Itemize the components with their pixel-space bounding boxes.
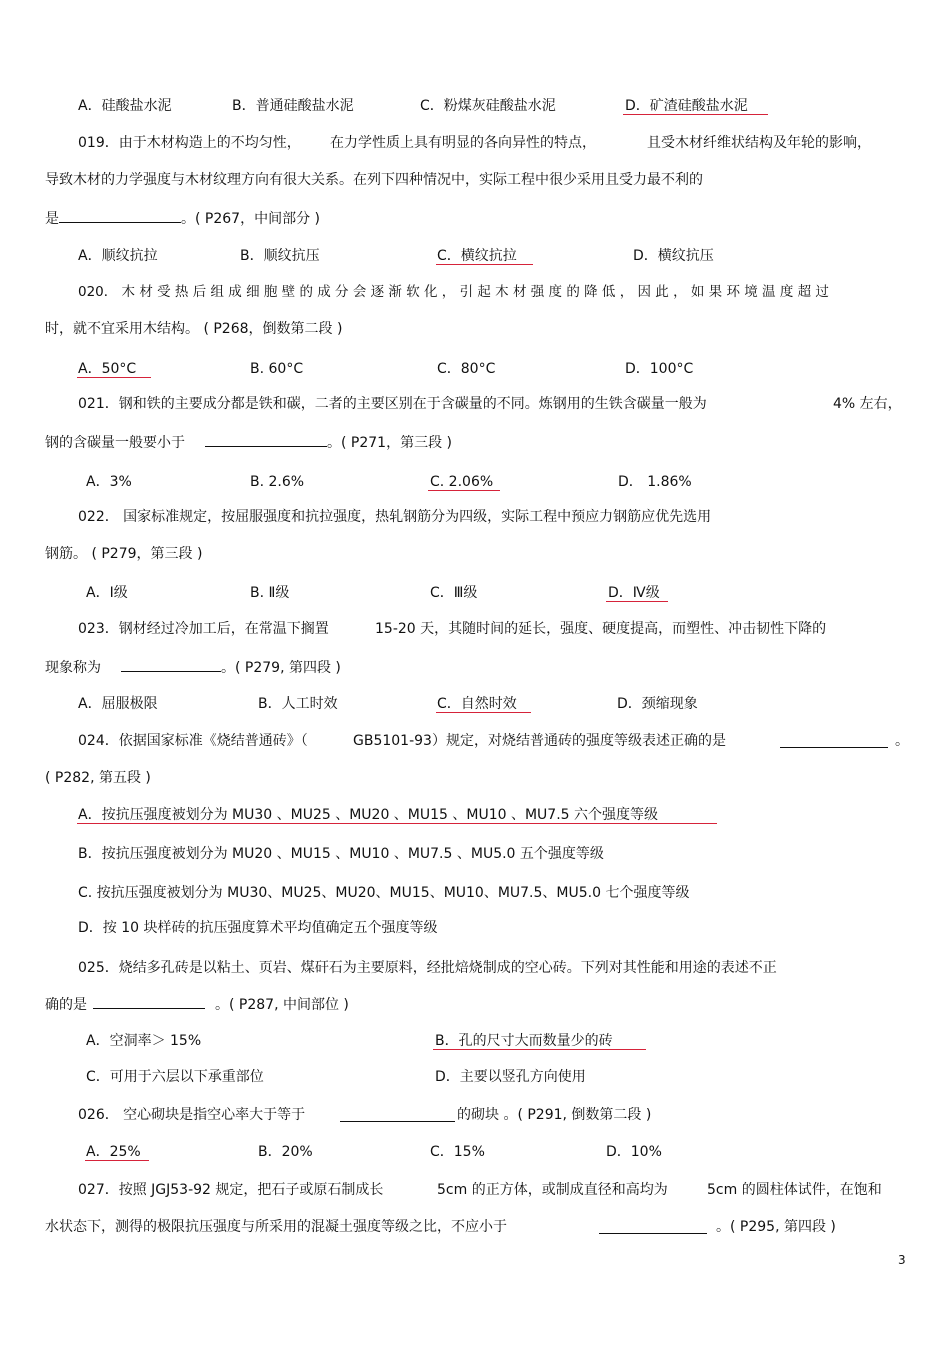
q026-option-c: C．15% [430,1144,485,1160]
q024-text-part1: 024．依据国家标准《烧结普通砖》（ [78,733,308,749]
answer-underline [436,264,533,265]
q025-option-d: D．主要以竖孔方向使用 [435,1069,586,1085]
q025-text-line2 [45,994,349,1014]
q024-option-c: C. 按抗压强度被划分为 MU30、MU25、MU20、MU15、MU10、MU7.5、MU5.0 七个强度等级 [78,885,690,901]
answer-underline [428,490,500,491]
q025-reference: 。( P287, 中间部位 ) [215,997,349,1013]
page-number: 3 [898,1253,906,1267]
q026-option-a: A．25% [86,1144,141,1160]
q023-text-part2: 15-20 天，其随时间的延长，强度、硬度提高，而塑性、冲击韧性下降的 [375,621,827,637]
q027-text-line2: 水状态下，测得的极限抗压强度与所采用的混凝土强度等级之比，不应小于 [45,1219,507,1235]
answer-blank[interactable] [205,432,327,447]
q025-option-a: A．空洞率＞ 15% [86,1033,202,1049]
answer-underline [77,377,151,378]
answer-underline [606,601,668,602]
q024-option-a: A．按抗压强度被划分为 MU30 、MU25 、MU20 、MU15 、MU10 、MU7.5 六个强度等级 [78,807,659,823]
q027-text-part2: 5cm 的正方体，或制成直径和高均为 [437,1182,668,1198]
q025-option-c: C．可用于六层以下承重部位 [86,1069,264,1085]
q019-option-d: D．横纹抗压 [633,248,714,264]
q026-option-d: D．10% [606,1144,662,1160]
answer-underline [433,1049,646,1050]
q024-option-b: B．按抗压强度被划分为 MU20 、MU15 、MU10 、MU7.5 、MU5.0 五个强度等级 [78,846,604,862]
q024-reference: ( P282, 第五段 ) [45,770,151,786]
q021-prefix: 钢的含碳量一般要小于 [45,435,185,451]
q021-option-c: C. 2.06% [430,474,494,490]
q023-reference: 。( P279, 第四段 ) [221,660,341,676]
answer-blank[interactable] [599,1219,707,1234]
q019-option-b: B．顺纹抗压 [240,248,320,264]
q023-option-c: C．自然时效 [437,696,517,712]
q023-option-b: B．人工时效 [258,696,338,712]
q020-option-b: B. 60°C [250,361,304,377]
q023-prefix: 现象称为 [45,660,101,676]
q022-option-a: A．Ⅰ级 [86,585,128,601]
q027-reference: 。( P295, 第四段 ) [716,1219,836,1235]
q027-text-part1: 027．按照 JGJ53-92 规定，把石子或原石制成长 [78,1182,384,1198]
q019-text-part3: 且受木材纤维状结构及年轮的影响， [647,135,871,151]
q019-text-line2: 导致木材的力学强度与木材纹理方向有很大关系。在列下四种情况中，实际工程中很少采用且受力最不利的 [45,172,703,188]
q024-text-part2: GB5101-93）规定，对烧结普通砖的强度等级表述正确的是 [353,733,726,749]
q020-option-d: D．100°C [625,361,694,377]
q022-option-c: C．Ⅲ级 [430,585,478,601]
q026-text-part2: 的砌块 。( P291, 倒数第二段 ) [457,1107,652,1123]
q021-text-line2 [45,432,452,452]
answer-underline [85,1160,149,1161]
q018-option-a: A．硅酸盐水泥 [78,98,172,114]
q021-text-part1: 021．钢和铁的主要成分都是铁和碳，二者的主要区别在于含碳量的不同。炼钢用的生铁含碳量一般为 [78,396,707,412]
q021-option-d: D． 1.86% [618,474,692,490]
answer-underline [77,823,717,824]
q022-text-line2: 钢筋。 ( P279，第三段 ) [45,546,203,562]
answer-blank[interactable] [121,657,221,672]
q018-option-c: C．粉煤灰硅酸盐水泥 [420,98,556,114]
q021-option-a: A．3% [86,474,132,490]
q023-option-d: D．颈缩现象 [617,696,698,712]
q022-option-d: D．Ⅳ级 [608,585,660,601]
q020-option-c: C．80°C [437,361,496,377]
q020-text-line2: 时，就不宜采用木结构。 ( P268，倒数第二段 ) [45,321,343,337]
q025-prefix: 确的是 [45,997,87,1013]
q021-option-b: B. 2.6% [250,474,305,490]
q025-text-line1: 025．烧结多孔砖是以粘土、页岩、煤矸石为主要原料，经批焙烧制成的空心砖。下列对其性能和用途的表述不正 [78,960,777,976]
q021-reference: 。( P271，第三段 ) [327,435,452,451]
answer-blank[interactable] [59,208,181,223]
answer-blank[interactable] [93,994,205,1009]
answer-underline [623,114,768,115]
q026-text-part1: 026． 空心砌块是指空心率大于等于 [78,1107,306,1123]
q022-text-line1: 022． 国家标准规定，按屈服强度和抗拉强度，热轧钢筋分为四级，实际工程中预应力钢筋应优先选用 [78,509,712,525]
q023-text-line2 [45,657,341,677]
q019-text-part2: 在力学性质上具有明显的各向异性的特点， [330,135,596,151]
q018-option-d: D．矿渣硅酸盐水泥 [625,98,748,114]
q019-reference: 。( P267，中间部分 ) [181,211,320,227]
q021-text-part2: 4% 左右， [833,396,902,412]
q019-prefix: 是 [45,211,59,227]
q023-text-part1: 023．钢材经过冷加工后，在常温下搁置 [78,621,329,637]
q019-option-c: C．横纹抗拉 [437,248,517,264]
q019-option-a: A．顺纹抗拉 [78,248,158,264]
q022-option-b: B. Ⅱ级 [250,585,290,601]
answer-blank[interactable] [340,1107,455,1122]
q024-option-d: D．按 10 块样砖的抗压强度算术平均值确定五个强度等级 [78,920,438,936]
q019-text-line3 [45,208,320,228]
q019-text-part1: 019．由于木材构造上的不均匀性， [78,135,301,151]
q020-option-a: A．50°C [78,361,137,377]
q023-option-a: A．屈服极限 [78,696,158,712]
q025-option-b: B．孔的尺寸大而数量少的砖 [435,1033,613,1049]
answer-blank[interactable] [780,733,888,748]
q024-text-end: 。 [895,733,909,749]
q018-option-b: B．普通硅酸盐水泥 [232,98,354,114]
q026-option-b: B．20% [258,1144,313,1160]
q027-text-part3: 5cm 的圆柱体试件，在饱和 [707,1182,882,1198]
answer-underline [436,712,531,713]
q020-text-line1: 020． 木 材 受 热 后 组 成 细 胞 壁 的 成 分 会 逐 渐 软 化 ， 引 起 木 材 强 度 的 降 低 ， 因 此 ， 如 果 环 境 温 度 超 过 [78,284,829,300]
